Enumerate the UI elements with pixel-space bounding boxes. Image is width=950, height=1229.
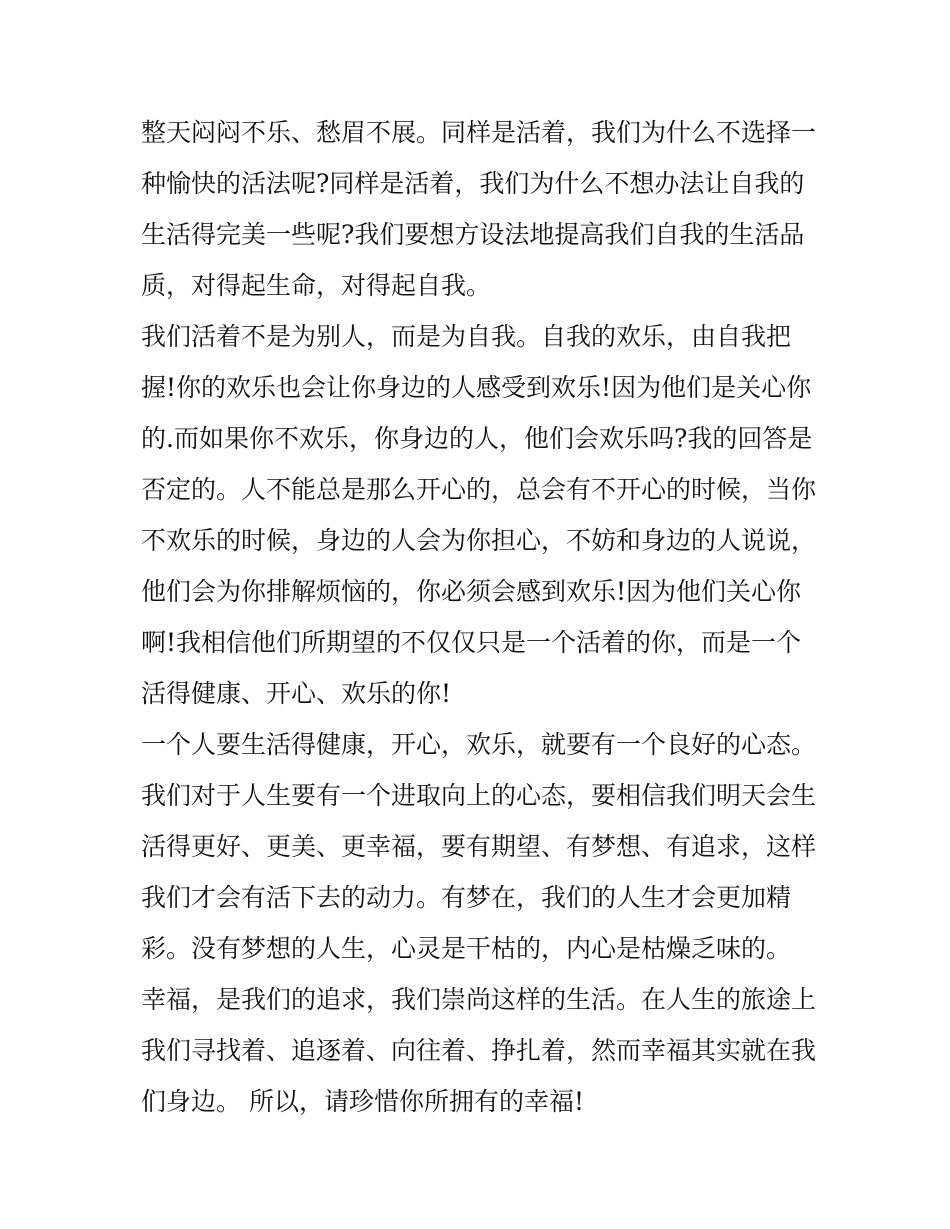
text-line: 种愉快的活法呢?同样是活着，我们为什么不想办法让自我的	[141, 169, 805, 198]
text-line: 一个人要生活得健康，开心，欢乐，就要有一个良好的心态。	[141, 730, 817, 759]
text-line: 不欢乐的时候，身边的人会为你担心，不妨和身边的人说说，	[141, 526, 817, 555]
body-text	[141, 107, 821, 1127]
text-line: 质，对得起生命，对得起自我。	[141, 271, 492, 300]
text-line: 我们活着不是为别人，而是为自我。自我的欢乐，由自我把	[141, 322, 792, 351]
text-line: 否定的。人不能总是那么开心的，总会有不开心的时候，当你	[141, 475, 817, 504]
text-line: 他们会为你排解烦恼的，你必须会感到欢乐!因为他们关心你	[141, 577, 802, 606]
text-line: 彩。没有梦想的人生，心灵是干枯的，内心是枯燥乏味的。	[141, 934, 792, 963]
text-line: 啊!我相信他们所期望的不仅仅只是一个活着的你，而是一个	[141, 628, 802, 657]
text-line: 我们寻找着、追逐着、向往着、挣扎着，然而幸福其实就在我	[141, 1036, 817, 1065]
text-line: 握!你的欢乐也会让你身边的人感受到欢乐!因为他们是关心你	[141, 373, 812, 402]
text-line: 我们才会有活下去的动力。有梦在，我们的人生才会更加精	[141, 883, 792, 912]
text-line: 活得健康、开心、欢乐的你!	[141, 679, 452, 708]
text-line: 幸福，是我们的追求，我们崇尚这样的生活。在人生的旅途上	[141, 985, 817, 1014]
text-line: 们身边。 所以，请珍惜你所拥有的幸福!	[141, 1087, 584, 1116]
text-line: 活得更好、更美、更幸福，要有期望、有梦想、有追求，这样	[141, 832, 817, 861]
text-line: 我们对于人生要有一个进取向上的心态，要相信我们明天会生	[141, 781, 817, 810]
text-line: 的.而如果你不欢乐，你身边的人，他们会欢乐吗?我的回答是	[141, 424, 813, 453]
text-line: 生活得完美一些呢?我们要想方设法地提高我们自我的生活品	[141, 220, 805, 249]
text-line: 整天闷闷不乐、愁眉不展。同样是活着，我们为什么不选择一	[141, 118, 817, 147]
